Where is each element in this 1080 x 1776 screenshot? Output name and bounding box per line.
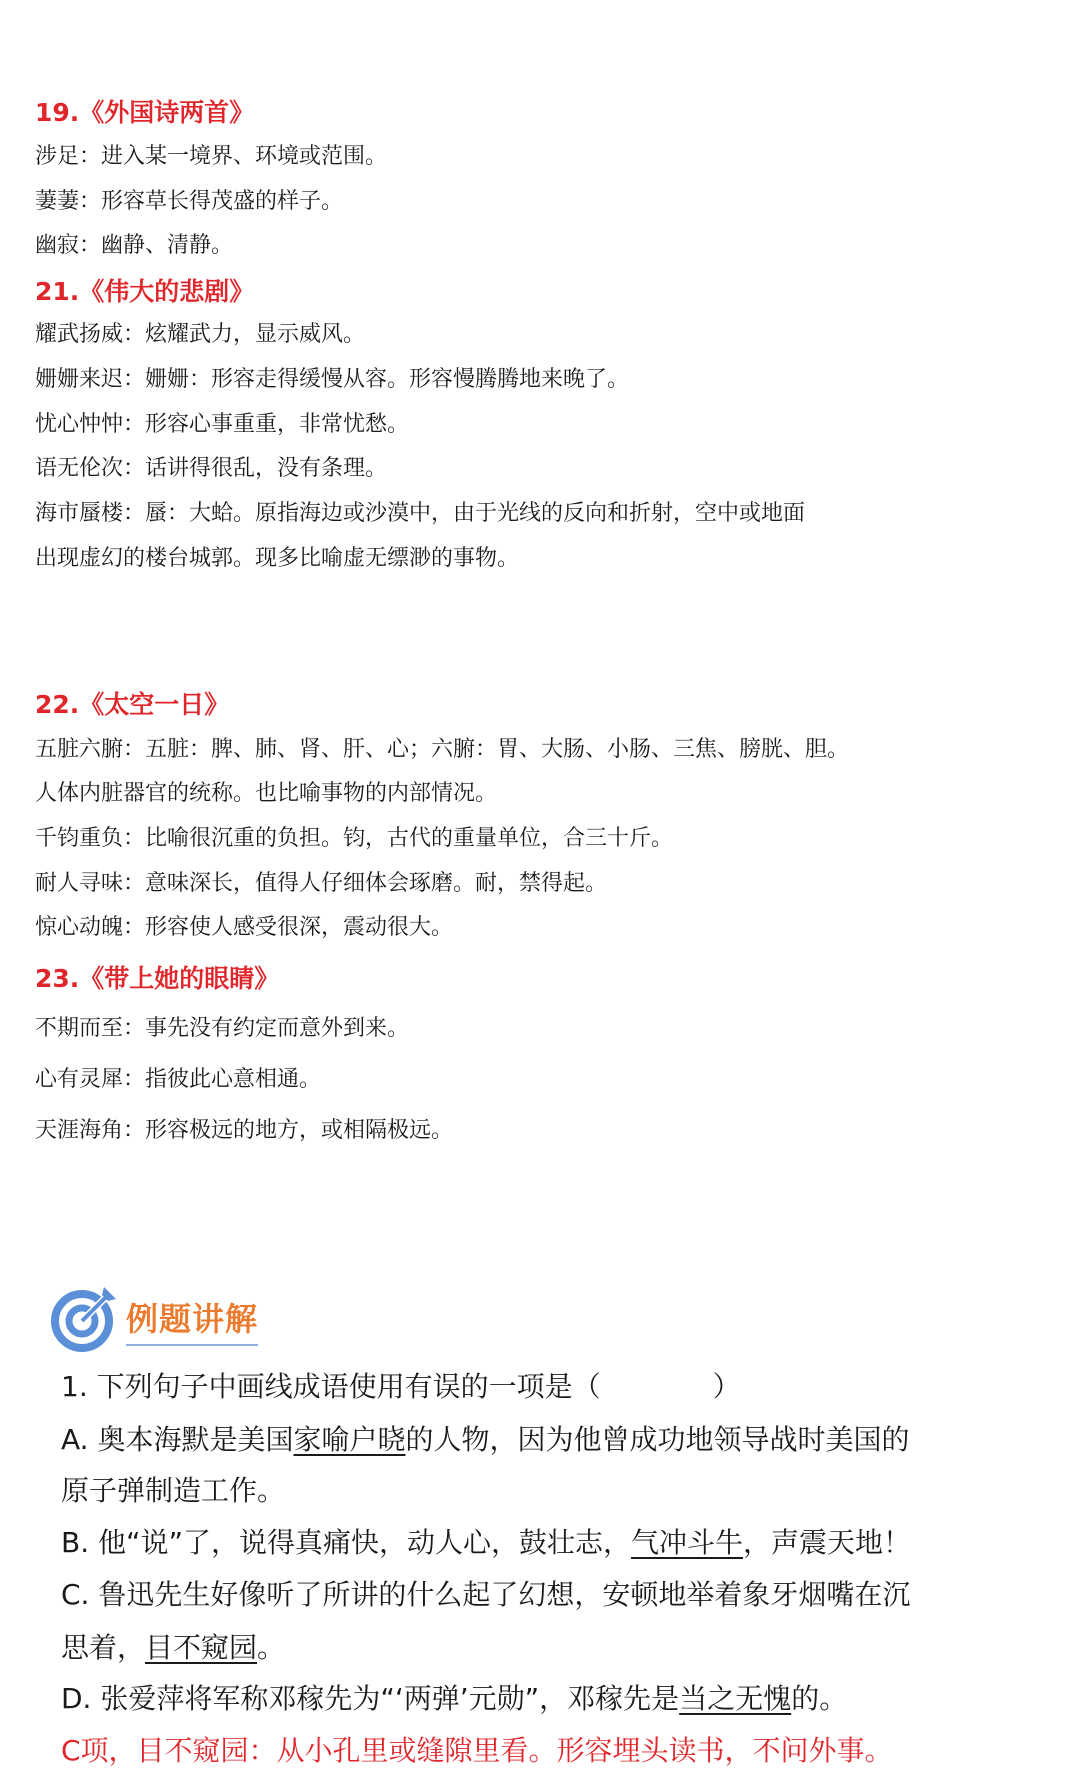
option-a-line2: 原子弹制造工作。 xyxy=(61,1474,286,1507)
option-text: 。 xyxy=(257,1631,286,1664)
target-icon xyxy=(50,1283,120,1353)
vocab-line: 出现虚幻的楼台城郭。现多比喻虚无缥渺的事物。 xyxy=(35,546,520,571)
underlined-idiom: 家喻户晓 xyxy=(293,1423,406,1456)
option-text: ，声震天地！ xyxy=(743,1526,912,1559)
vocab-line: 涉足：进入某一境界、环境或范围。 xyxy=(35,144,388,169)
question-stem: 1. 下列句子中画线成语使用有误的一项是（ ） xyxy=(61,1370,741,1403)
vocab-line: 萋萋：形容草长得茂盛的样子。 xyxy=(35,189,344,214)
option-a xyxy=(61,1423,910,1457)
option-text: D. 张爱萍将军称邓稼先为“‘两弹’元勋”，邓稼先是 xyxy=(61,1682,680,1715)
section-heading: 22.《太空一日》 xyxy=(35,690,230,719)
vocab-line: 不期而至：事先没有约定而意外到来。 xyxy=(35,1016,410,1041)
section-heading: 21.《伟大的悲剧》 xyxy=(35,277,255,306)
vocab-line: 心有灵犀：指彼此心意相通。 xyxy=(35,1067,322,1092)
vocab-line: 幽寂：幽静、清静。 xyxy=(35,233,234,258)
underlined-idiom: 气冲斗牛 xyxy=(631,1526,744,1559)
option-c-line2 xyxy=(61,1631,285,1665)
option-text: 思着， xyxy=(61,1631,146,1664)
answer-explanation: C项，目不窥园：从小孔里或缝隙里看。形容埋头读书，不问外事。 xyxy=(61,1734,893,1767)
option-text: 的人物，因为他曾成功地领导战时美国的 xyxy=(405,1423,910,1456)
option-text: 的。 xyxy=(791,1682,848,1715)
underlined-idiom: 当之无愧 xyxy=(679,1682,792,1715)
vocab-line: 人体内脏器官的统称。也比喻事物的内部情况。 xyxy=(35,781,498,806)
option-d xyxy=(61,1682,847,1716)
vocab-line: 姗姗来迟：姗姗：形容走得缓慢从容。形容慢腾腾地来晚了。 xyxy=(35,367,630,392)
vocab-line: 天涯海角：形容极远的地方，或相隔极远。 xyxy=(35,1118,454,1143)
vocab-line: 语无伦次：话讲得很乱，没有条理。 xyxy=(35,456,388,481)
section-title: 例题讲解 xyxy=(126,1294,258,1346)
vocab-line: 耐人寻味：意味深长，值得人仔细体会琢磨。耐，禁得起。 xyxy=(35,871,608,896)
vocab-line: 耀武扬威：炫耀武力，显示威风。 xyxy=(35,322,366,347)
vocab-line: 忧心忡忡：形容心事重重，非常忧愁。 xyxy=(35,412,410,437)
vocab-line: 海市蜃楼：蜃：大蛤。原指海边或沙漠中，由于光线的反向和折射，空中或地面 xyxy=(35,501,806,526)
option-text: A. 奥本海默是美国 xyxy=(61,1423,294,1456)
underlined-idiom: 目不窥园 xyxy=(145,1631,258,1664)
section-heading: 23.《带上她的眼睛》 xyxy=(35,964,280,993)
section-heading: 19.《外国诗两首》 xyxy=(35,98,255,127)
vocab-line: 五脏六腑：五脏：脾、肺、肾、肝、心；六腑：胃、大肠、小肠、三焦、膀胱、胆。 xyxy=(35,737,850,762)
vocab-line: 惊心动魄：形容使人感受很深，震动很大。 xyxy=(35,915,454,940)
vocab-line: 千钧重负：比喻很沉重的负担。钧，古代的重量单位，合三十斤。 xyxy=(35,826,674,851)
option-text: B. 他“说”了，说得真痛快，动人心，鼓壮志， xyxy=(61,1526,632,1559)
option-c: C. 鲁迅先生好像听了所讲的什么起了幻想，安顿地举着象牙烟嘴在沉 xyxy=(61,1578,911,1611)
option-b xyxy=(61,1526,911,1560)
